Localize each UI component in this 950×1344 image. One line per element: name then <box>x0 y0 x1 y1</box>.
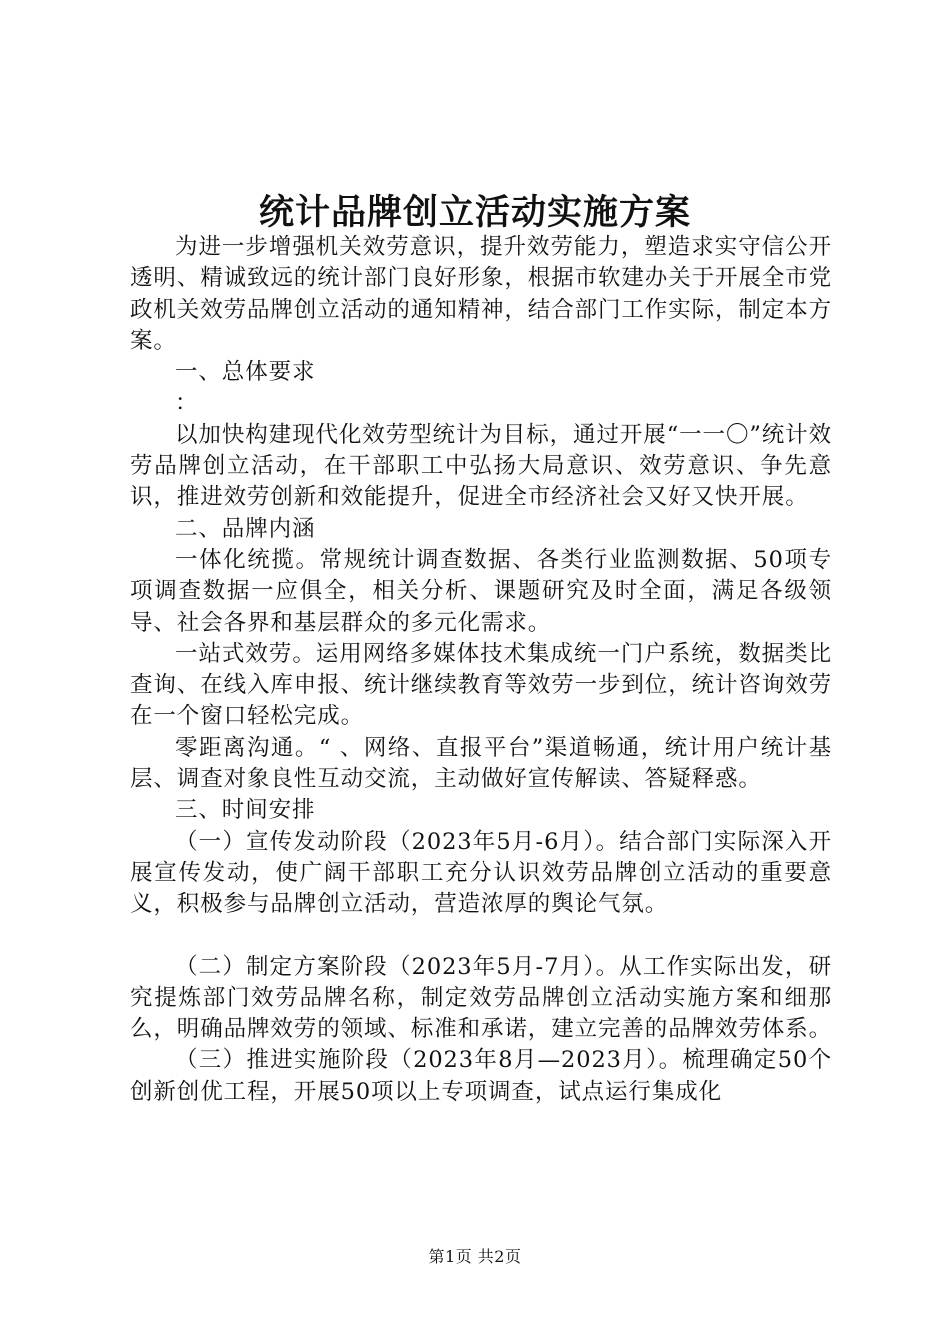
paragraph-zero-distance: 零距离沟通。“ 、网络、直报平台”渠道畅通，统计用户统计基层、调查对象良性互动交流，主动做好宣传解读、答疑释惑。 <box>130 734 832 793</box>
heading-general-requirements: 一、总体要求 <box>175 359 316 386</box>
paragraph-integration: 一体化统揽。常规统计调查数据、各类行业监测数据、50项专项调查数据一应俱全，相关分析、课题研究及时全面，满足各级领导、社会各界和基层群众的多元化需求。 <box>130 546 832 636</box>
heading-schedule: 三、时间安排 <box>175 797 316 824</box>
document-body <box>130 232 832 1108</box>
document-title: 统计品牌创立活动实施方案 <box>258 192 691 233</box>
page-footer: 第1页 共2页 <box>428 1247 522 1266</box>
paragraph-stage-one: （一）宣传发动阶段（2023年5月-6月）。结合部门实际深入开展宣传发动，使广阔干部职工充分认识效劳品牌创立活动的重要意义，积极参与品牌创立活动，营造浓厚的舆论气氛。 <box>130 828 832 918</box>
paragraph-goal: 以加快构建现代化效劳型统计为目标，通过开展“一一〇”统计效劳品牌创立活动，在干部职工中弘扬大局意识、效劳意识、争先意识，推进效劳创新和效能提升，促进全市经济社会又好又快开展。 <box>130 421 832 511</box>
paragraph-stage-three: （三）推进实施阶段（2023年8月—2023月）。梳理确定50个创新创优工程，开展50项以上专项调查，试点运行集成化 <box>130 1047 832 1105</box>
colon-line: ： <box>175 390 199 417</box>
heading-brand-connotation: 二、品牌内涵 <box>175 515 316 542</box>
paragraph-stage-two: （二）制定方案阶段（2023年5月-7月）。从工作实际出发，研究提炼部门效劳品牌名称，制定效劳品牌创立活动实施方案和细那么，明确品牌效劳的领域、标准和承诺，建立完善的品牌效劳体系。 <box>130 953 833 1043</box>
paragraph-spacer <box>130 921 832 952</box>
paragraph-one-stop-service: 一站式效劳。运用网络多媒体技术集成统一门户系统，数据类比查询、在线入库申报、统计继续教育等效劳一步到位，统计咨询效劳在一个窗口轻松完成。 <box>130 640 833 730</box>
paragraph-intro: 为进一步增强机关效劳意识，提升效劳能力，塑造求实守信公开透明、精诚致远的统计部门良好形象，根据市软建办关于开展全市党政机关效劳品牌创立活动的通知精神，结合部门工作实际，制定本方案。 <box>130 234 833 354</box>
